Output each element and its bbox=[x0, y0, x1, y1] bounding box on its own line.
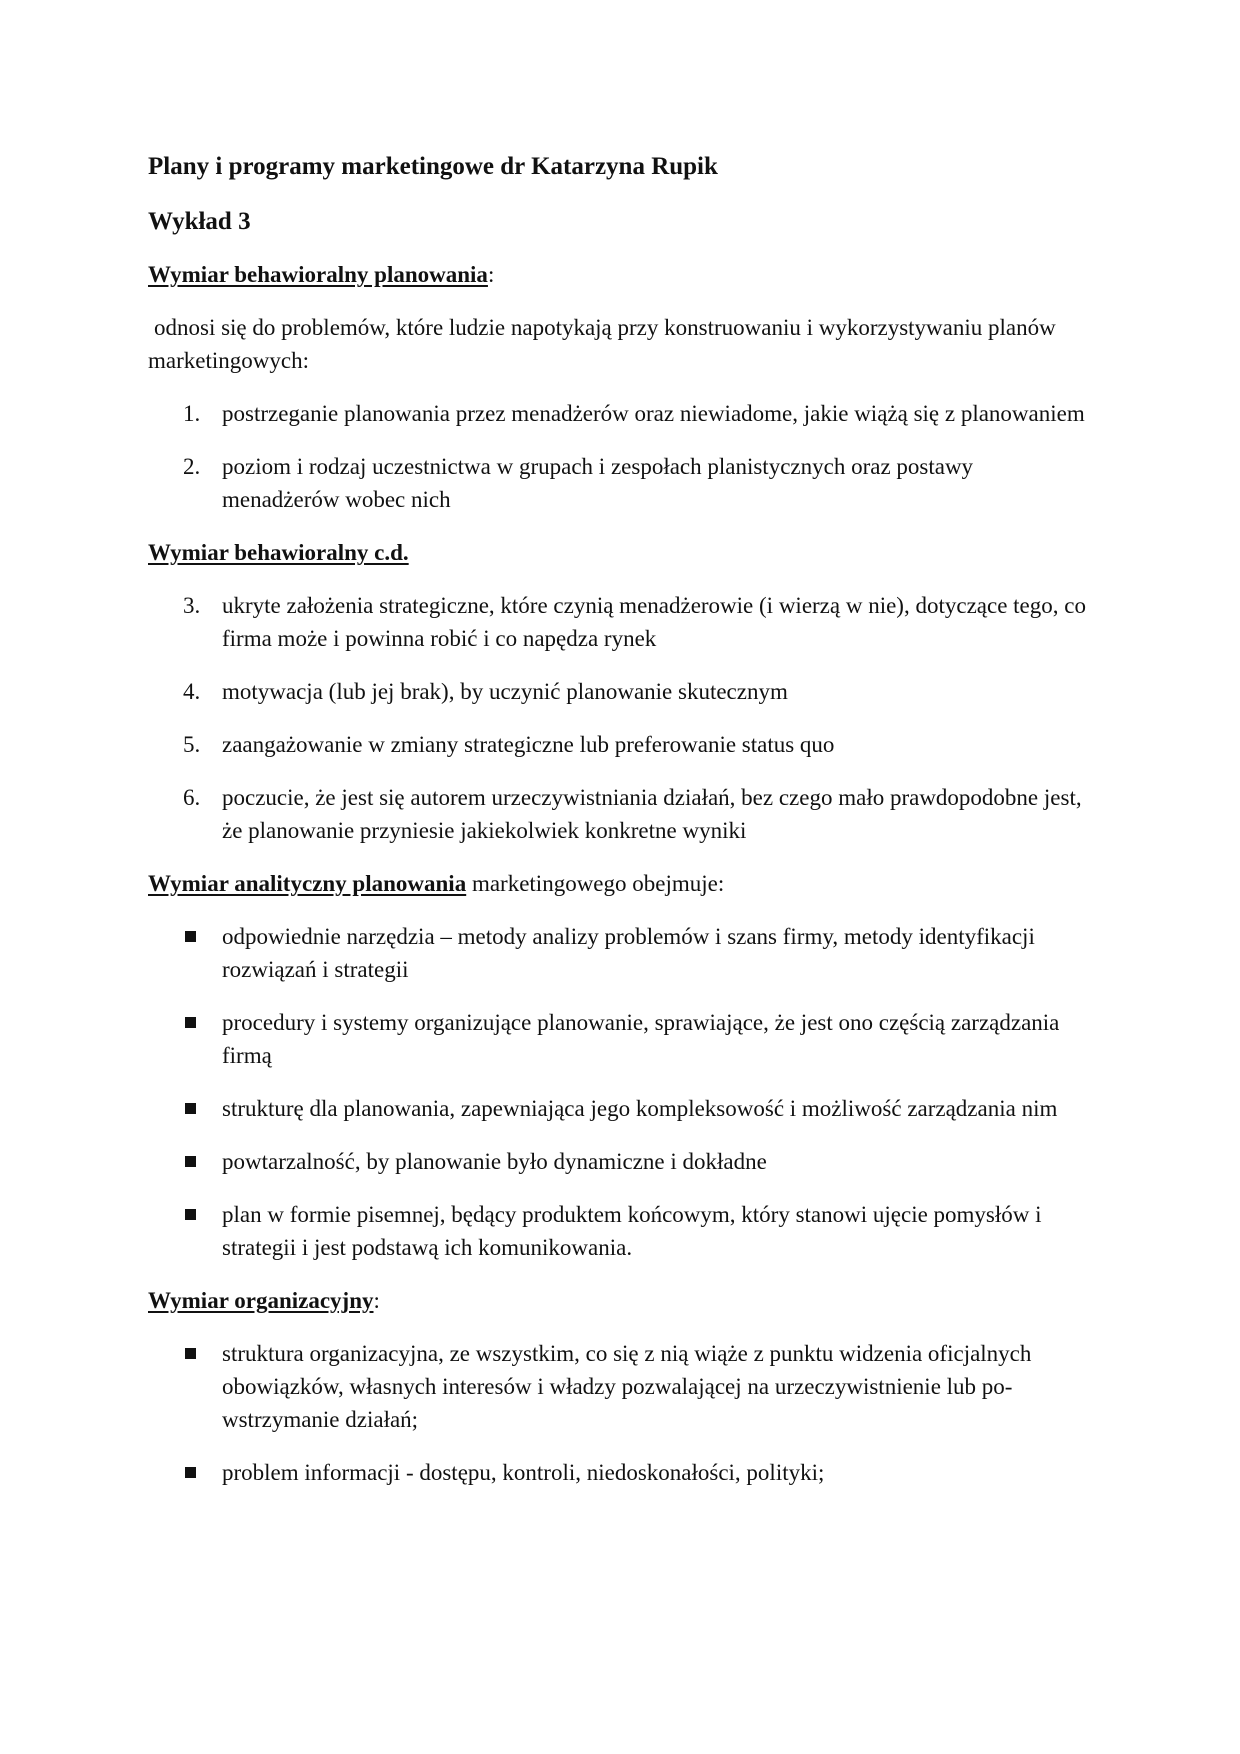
numbered-list-behavioral bbox=[148, 397, 1088, 516]
list-item-text: strukturę dla planowania, zapewniająca jego kompleksowość i możliwość zarządzania nim bbox=[222, 1096, 1058, 1121]
list-item bbox=[148, 675, 1088, 708]
square-bullet-icon bbox=[185, 1103, 196, 1114]
list-item bbox=[148, 781, 1088, 847]
list-item-text: poczucie, że jest się autorem urzeczywistniania działań, bez czego mało prawdopodobne jest, że planowanie przyniesie jakiekolwiek konkretne wyniki bbox=[222, 785, 1082, 843]
section-heading-text: Wymiar behawioralny planowania bbox=[148, 262, 488, 287]
section-heading-analytical bbox=[148, 867, 1088, 900]
list-item bbox=[148, 1092, 1088, 1125]
section-intro bbox=[148, 311, 1088, 377]
list-item-text: powtarzalność, by planowanie było dynamiczne i dokładne bbox=[222, 1149, 767, 1174]
list-number: 5. bbox=[183, 732, 201, 757]
list-item bbox=[148, 397, 1088, 430]
list-item-text: procedury i systemy organizujące planowanie, sprawiające, że jest ono częścią zarządzania firmą bbox=[222, 1010, 1060, 1068]
bullet-list-analytical bbox=[148, 920, 1088, 1264]
section-intro-text: odnosi się do problemów, które ludzie napotykają przy konstruowaniu i wykorzystywaniu planów marketingowych: bbox=[148, 315, 1056, 373]
numbered-list-behavioral-cont bbox=[148, 589, 1088, 847]
section-heading-suffix: : bbox=[487, 262, 495, 287]
section-heading-suffix: marketingowego obejmuje: bbox=[466, 871, 725, 896]
list-number: 3. bbox=[183, 593, 201, 618]
square-bullet-icon bbox=[185, 1348, 196, 1359]
list-item-text: struktura organizacyjna, ze wszystkim, co się z nią wiąże z punktu widzenia oficjalnych obowiązków, własnych interesów i władzy pozwalającej na urzeczywistnienie lub po- wstrzymanie działań; bbox=[222, 1341, 1032, 1432]
section-heading-text: Wymiar organizacyjny bbox=[148, 1288, 374, 1313]
list-number: 6. bbox=[183, 785, 201, 810]
square-bullet-icon bbox=[185, 1017, 196, 1028]
square-bullet-icon bbox=[185, 1467, 196, 1478]
document-page bbox=[148, 140, 1088, 1489]
list-item-text: ukryte założenia strategiczne, które czynią menadżerowie (i wierzą w nie), dotyczące tego, co firma może i powinna robić i co napędza rynek bbox=[222, 593, 1086, 651]
section-heading-organizational bbox=[148, 1284, 1088, 1317]
bullet-list-organizational bbox=[148, 1337, 1088, 1489]
section-heading-behavioral bbox=[148, 258, 1088, 291]
list-item bbox=[148, 1456, 1088, 1489]
lecture-label: Wykład 3 bbox=[148, 208, 251, 235]
list-item bbox=[148, 1337, 1088, 1436]
section-heading-suffix: : bbox=[373, 1288, 380, 1313]
list-item bbox=[148, 920, 1088, 986]
list-item-text: plan w formie pisemnej, będący produktem końcowym, który stanowi ujęcie pomysłów i strategii i jest podstawą ich komunikowania. bbox=[222, 1202, 1042, 1260]
section-heading-text: Wymiar behawioralny c.d. bbox=[148, 540, 409, 565]
list-item bbox=[148, 728, 1088, 761]
section-heading-text: Wymiar analityczny planowania bbox=[148, 871, 467, 896]
list-item-text: postrzeganie planowania przez menadżerów oraz niewiadome, jakie wiążą się z planowaniem bbox=[222, 401, 1085, 426]
list-item bbox=[148, 1145, 1088, 1178]
list-item bbox=[148, 1198, 1088, 1264]
list-item bbox=[148, 1006, 1088, 1072]
square-bullet-icon bbox=[185, 1209, 196, 1220]
list-item-text: problem informacji - dostępu, kontroli, niedoskonałości, polityki; bbox=[222, 1460, 825, 1485]
list-number: 1. bbox=[183, 401, 201, 426]
list-item bbox=[148, 450, 1088, 516]
list-number: 2. bbox=[183, 454, 201, 479]
list-item bbox=[148, 589, 1088, 655]
square-bullet-icon bbox=[185, 931, 196, 942]
list-item-text: motywacja (lub jej brak), by uczynić planowanie skutecznym bbox=[222, 679, 788, 704]
section-heading-behavioral-cont bbox=[148, 536, 1088, 569]
document-title: Plany i programy marketingowe dr Katarzyna Rupik bbox=[148, 153, 718, 180]
square-bullet-icon bbox=[185, 1156, 196, 1167]
list-item-text: odpowiednie narzędzia – metody analizy problemów i szans firmy, metody identyfikacji rozwiązań i strategii bbox=[222, 924, 1035, 982]
list-item-text: zaangażowanie w zmiany strategiczne lub preferowanie status quo bbox=[222, 732, 835, 757]
list-item-text: poziom i rodzaj uczestnictwa w grupach i zespołach planistycznych oraz postawy menadżerów wobec nich bbox=[222, 454, 974, 512]
list-number: 4. bbox=[183, 679, 201, 704]
